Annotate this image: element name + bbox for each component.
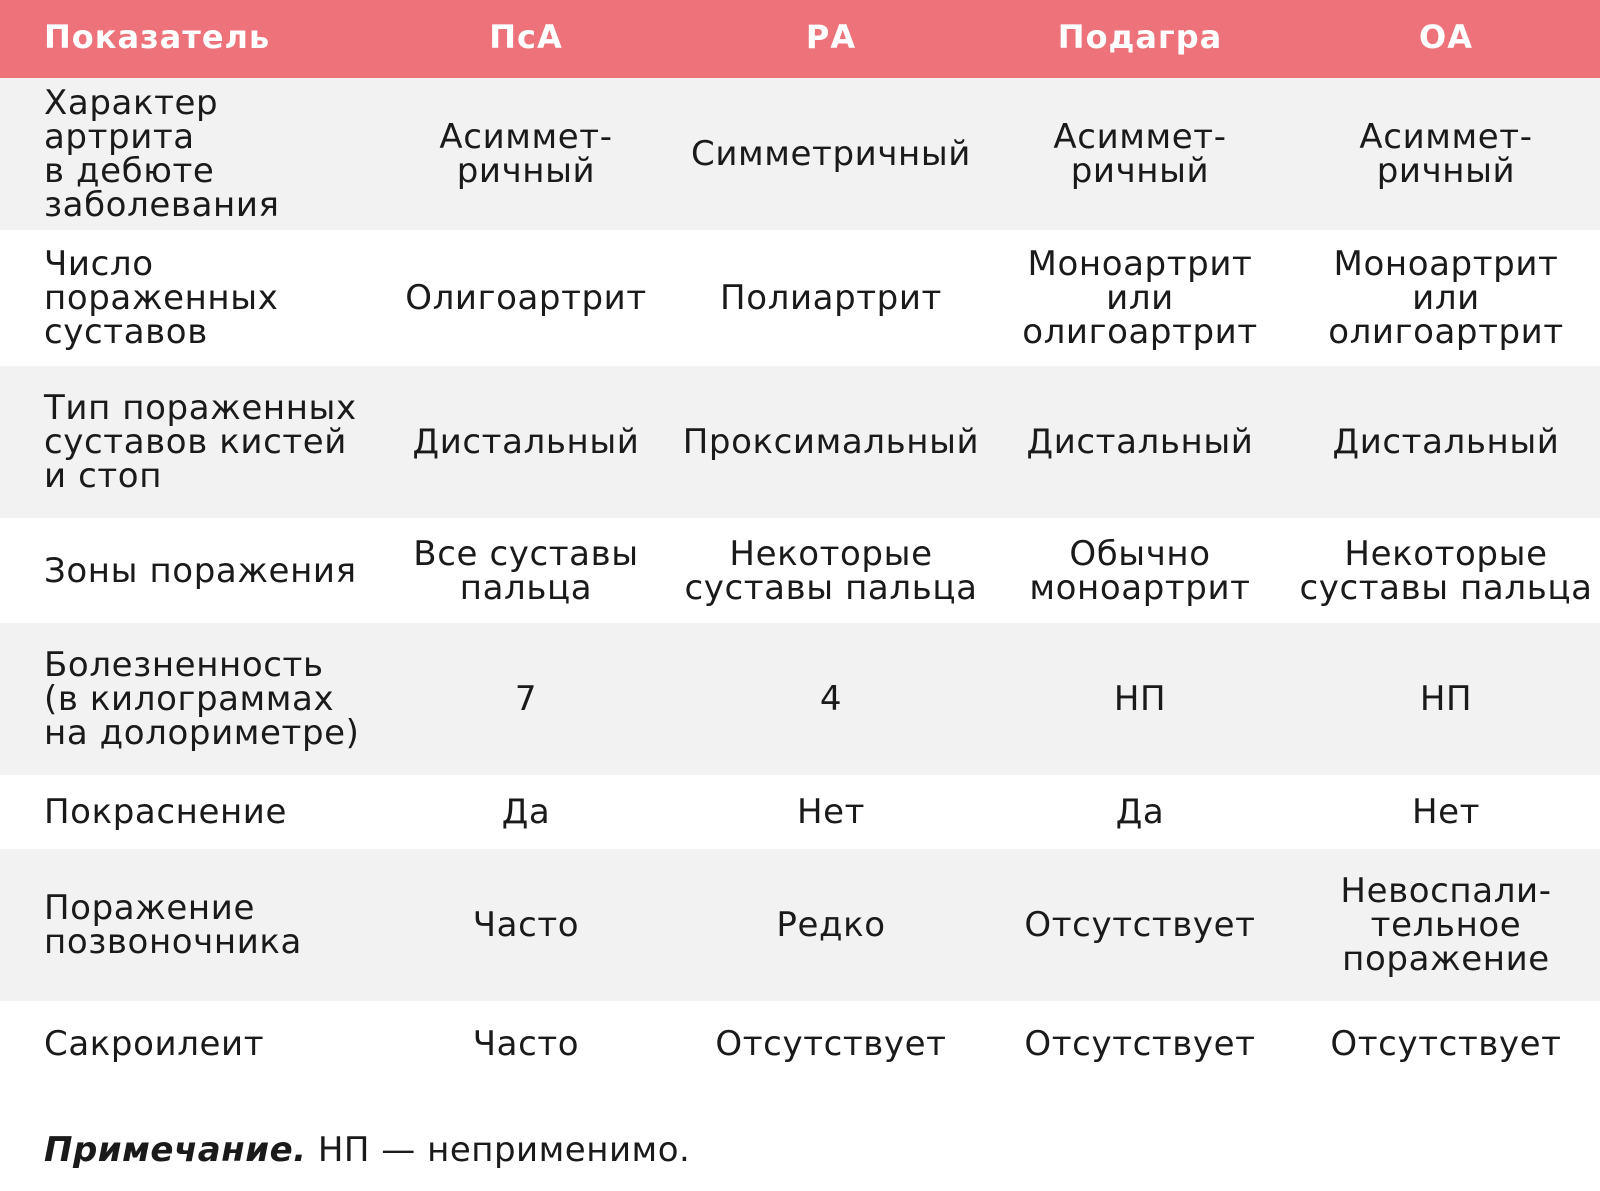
table-cell: Моноартрит или олигоартрит — [1022, 244, 1258, 352]
table-cell: Нет — [1411, 792, 1481, 832]
row-label: Характер артрита в дебюте заболевания — [44, 83, 280, 225]
table-cell: Обычно моноартрит — [1029, 533, 1251, 608]
table-row — [0, 849, 1600, 1001]
footnote-text: НП — неприменимо. — [306, 1130, 691, 1170]
table-cell: Отсутствует — [1024, 905, 1256, 945]
row-label: Зоны поражения — [44, 550, 357, 591]
table-cell: Часто — [472, 905, 580, 945]
table-row — [0, 1001, 1600, 1087]
footnote — [44, 1132, 690, 1168]
table-cell: Некоторые суставы пальца — [684, 533, 978, 608]
table-cell: Проксимальный — [682, 422, 980, 462]
table-cell: Дистальный — [412, 422, 640, 462]
table-row — [0, 366, 1600, 518]
table-cell: Нет — [796, 792, 866, 832]
table-cell: Да — [501, 792, 551, 832]
table-cell: Асиммет- ричный — [1359, 117, 1533, 191]
table-row — [0, 230, 1600, 366]
table-row — [0, 775, 1600, 849]
table-cell: Асиммет- ричный — [439, 117, 613, 191]
table-cell: Симметричный — [691, 134, 971, 174]
header-cell-gout: Подагра — [1057, 18, 1223, 56]
header-cell-psa: ПсА — [489, 18, 563, 56]
table-cell: Да — [1115, 792, 1165, 832]
table-cell: Отсутствует — [715, 1024, 947, 1064]
table-cell: НП — [1419, 679, 1473, 719]
table-row — [0, 518, 1600, 623]
table-cell: 4 — [819, 679, 843, 719]
header-cell-ra: РА — [805, 18, 857, 56]
table-cell: Отсутствует — [1024, 1024, 1256, 1064]
table-cell: Дистальный — [1332, 422, 1560, 462]
row-label: Число пораженных суставов — [44, 244, 279, 352]
table-cell: 7 — [514, 679, 538, 719]
table-cell: Часто — [472, 1024, 580, 1064]
table-cell: Отсутствует — [1330, 1024, 1562, 1064]
table-cell: Редко — [776, 905, 886, 945]
table-cell: Дистальный — [1026, 422, 1254, 462]
row-label: Болезненность (в килограммах на долориметре) — [44, 645, 360, 753]
row-label: Сакроилеит — [44, 1024, 265, 1064]
table-cell: Асиммет- ричный — [1053, 117, 1227, 191]
table-cell: Олигоартрит — [405, 278, 647, 318]
header-cell-indicator: Показатель — [44, 18, 271, 56]
table-header-row — [0, 0, 1600, 78]
table-cell: Полиартрит — [720, 278, 942, 318]
table-row — [0, 78, 1600, 230]
table-cell: Некоторые суставы пальца — [1299, 533, 1593, 608]
table-cell: Моноартрит или олигоартрит — [1328, 244, 1564, 352]
table-row — [0, 623, 1600, 775]
header-cell-oa: ОА — [1419, 18, 1473, 56]
table-cell: Невоспали- тельное поражение — [1340, 871, 1552, 979]
row-label: Тип пораженных суставов кистей и стоп — [44, 388, 357, 496]
table-cell: НП — [1113, 679, 1167, 719]
footnote-label: Примечание. — [44, 1130, 307, 1170]
row-label: Поражение позвоночника — [44, 888, 302, 962]
table-cell: Все суставы пальца — [413, 533, 639, 608]
row-label: Покраснение — [44, 792, 288, 832]
